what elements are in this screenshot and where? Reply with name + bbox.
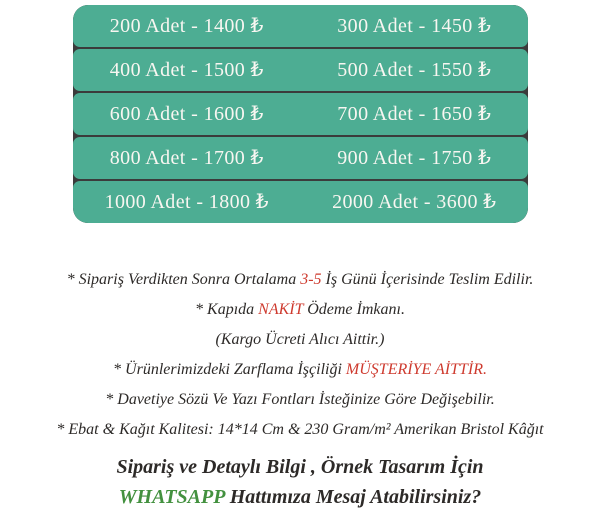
price-cell: 2000 Adet - 3600 ₺ — [332, 191, 497, 213]
footer-text: Hattımıza Mesaj Atabilirsiniz? — [224, 486, 482, 508]
note-text: * Ürünlerimizdeki Zarflama İşçiliği — [113, 361, 346, 378]
note-text: * Ebat & Kağıt Kalitesi: 14*14 Cm & 230 Gram/m² Amerikan Bristol Kâğıt — [56, 421, 544, 438]
price-cell: 200 Adet - 1400 ₺ — [109, 15, 264, 37]
note-highlight-red: NAKİT — [258, 301, 304, 318]
note-text: (Kargo Ücreti Alıcı Aittir.) — [215, 331, 385, 348]
footer-whatsapp-line — [0, 482, 600, 512]
note-size-paper-quality — [0, 415, 600, 445]
note-text: * Davetiye Sözü Ve Yazı Fontları İsteğinize Göre Değişebilir. — [105, 391, 495, 408]
note-text: * Kapıda — [195, 301, 259, 318]
price-table — [73, 5, 528, 223]
note-text: * Sipariş Verdikten Sonra Ortalama — [66, 271, 301, 288]
note-highlight-red: MÜŞTERİYE AİTTİR. — [345, 361, 487, 378]
price-cell: 900 Adet - 1750 ₺ — [337, 147, 492, 169]
note-text: İş Günü İçerisinde Teslim Edilir. — [321, 271, 534, 288]
note-shipping-fee — [0, 325, 600, 355]
notes-section — [0, 265, 600, 445]
price-cell: 600 Adet - 1600 ₺ — [109, 103, 264, 125]
price-cell: 1000 Adet - 1800 ₺ — [104, 191, 269, 213]
price-cell: 800 Adet - 1700 ₺ — [109, 147, 264, 169]
price-cell: 300 Adet - 1450 ₺ — [337, 15, 492, 37]
price-cell: 700 Adet - 1650 ₺ — [337, 103, 492, 125]
price-table-row — [73, 93, 528, 135]
note-customizable-fonts — [0, 385, 600, 415]
price-table-row — [73, 5, 528, 47]
price-table-row — [73, 181, 528, 223]
footer-section — [0, 452, 600, 512]
note-cash-payment — [0, 295, 600, 325]
price-table-row — [73, 49, 528, 91]
note-delivery-time — [0, 265, 600, 295]
price-cell: 400 Adet - 1500 ₺ — [109, 59, 264, 81]
note-highlight-red: 3-5 — [300, 271, 322, 288]
price-cell: 500 Adet - 1550 ₺ — [337, 59, 492, 81]
whatsapp-highlight: WHATSAPP — [118, 486, 225, 508]
footer-contact-line: Sipariş ve Detaylı Bilgi , Örnek Tasarım İçin — [116, 456, 484, 478]
price-table-row — [73, 137, 528, 179]
note-text: Ödeme İmkanı. — [303, 301, 405, 318]
note-envelope-labor — [0, 355, 600, 385]
